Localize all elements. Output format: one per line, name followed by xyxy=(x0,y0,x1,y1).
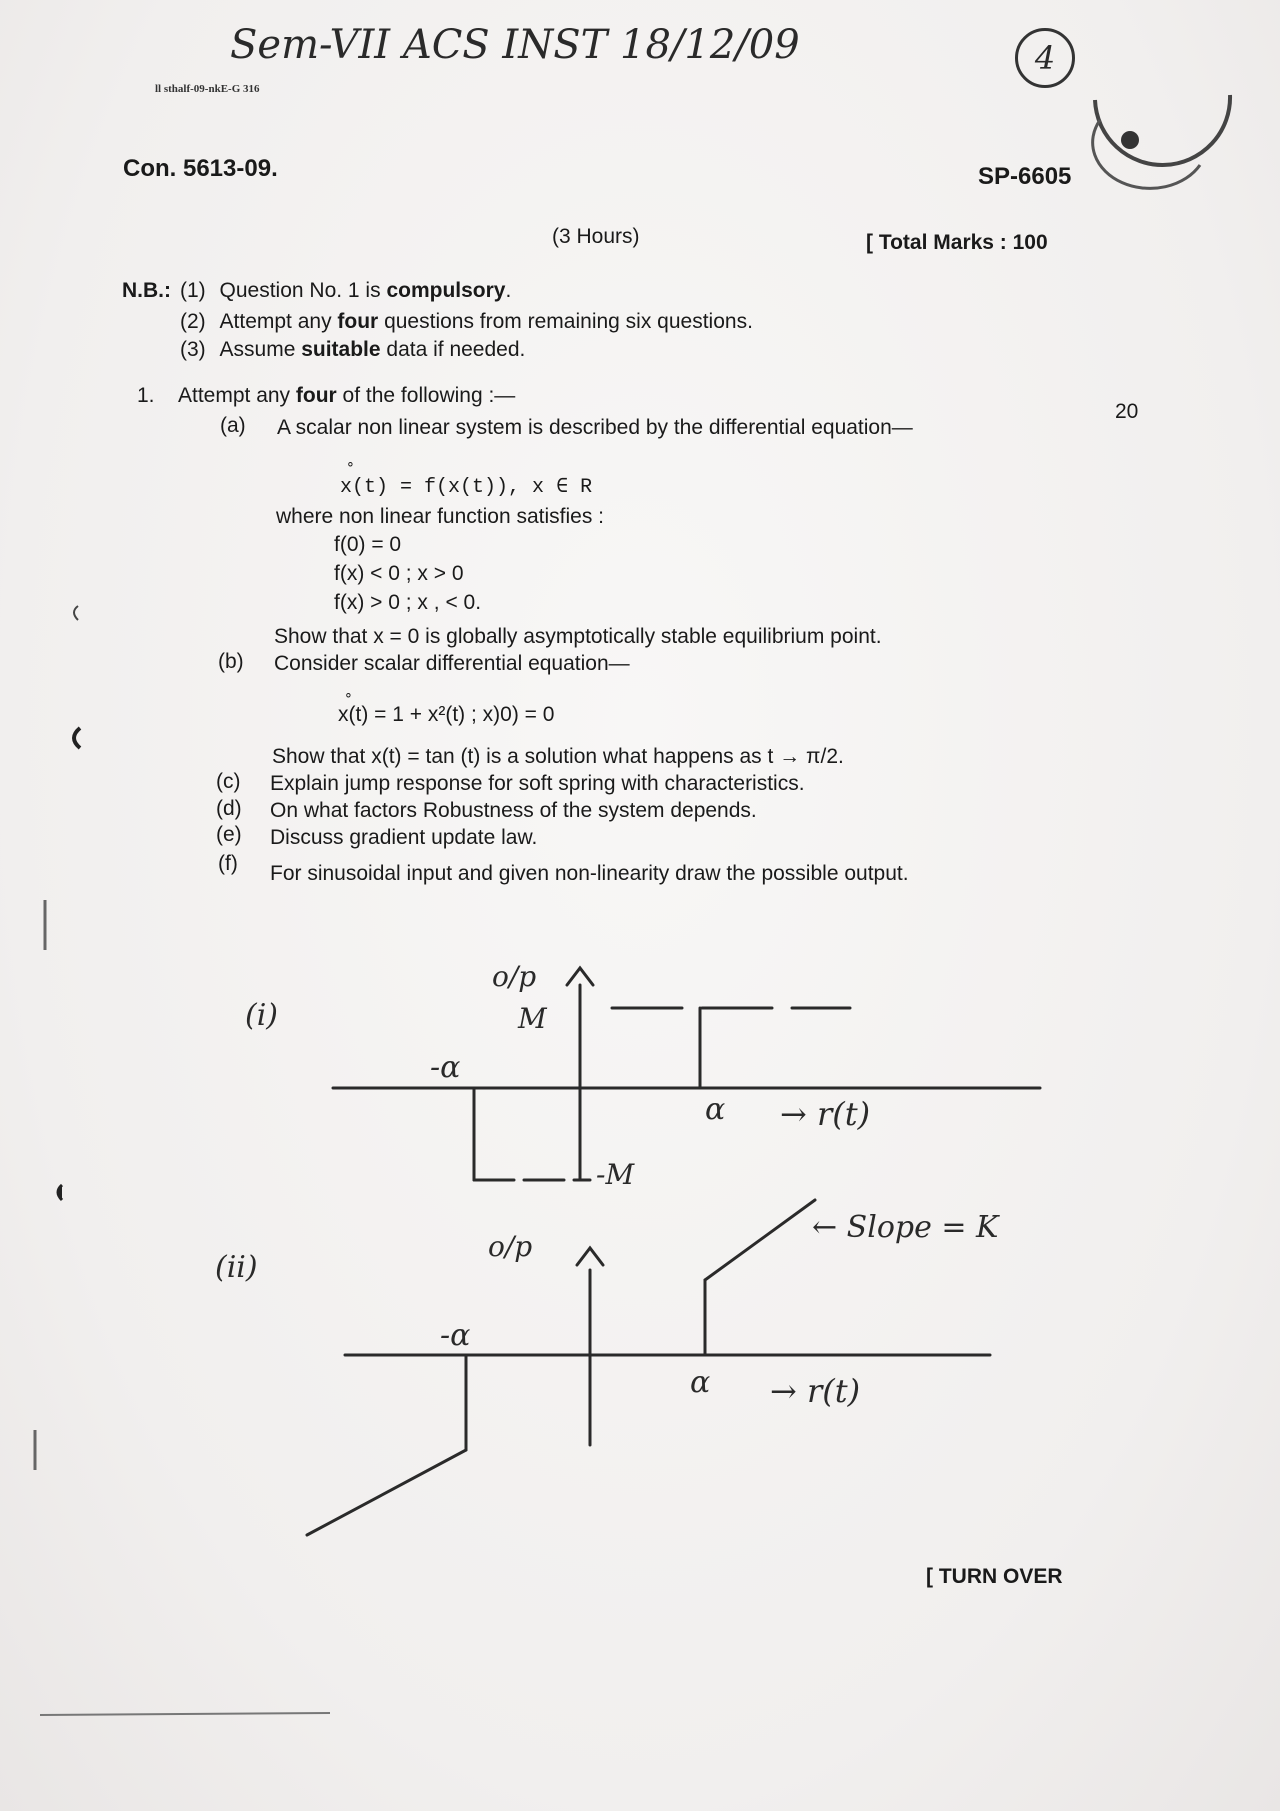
q1a-where: where non linear function satisfies : xyxy=(276,505,605,528)
q1a-cond-1: f(0) = 0 xyxy=(334,533,402,556)
nb-item-1-num: (1) xyxy=(180,279,206,302)
q1c-label: (c) xyxy=(216,770,241,793)
print-code: ll sthalf-09-nkE-G 316 xyxy=(155,83,260,95)
sketch1-ylabel: o/p xyxy=(492,960,537,993)
q1-intro-post: of the following :— xyxy=(336,384,516,407)
sketch1-neg-alpha: -α xyxy=(430,1050,461,1085)
sketch2-label: (ii) xyxy=(215,1250,258,1285)
sketch1-m-neg: -M xyxy=(596,1158,635,1191)
nb-item-1-pre: Question No. 1 is xyxy=(219,279,387,302)
q1b-text: Consider scalar differential equation— xyxy=(274,652,630,675)
sketch1-label: (i) xyxy=(245,998,279,1033)
nb-item-3-num: (3) xyxy=(180,338,206,361)
total-marks: [ Total Marks : 100 xyxy=(866,231,1048,254)
q1e-text: Discuss gradient update law. xyxy=(270,826,538,849)
q1-number: 1. xyxy=(137,384,155,407)
q1a-cond-3: f(x) > 0 ; x , < 0. xyxy=(334,591,482,614)
q1b-label: (b) xyxy=(218,650,244,673)
sketch2-slope-label: ← Slope = K xyxy=(812,1210,999,1245)
nb-item-2-bold: four xyxy=(337,310,379,333)
nb-item-1-post: . xyxy=(505,279,512,302)
q1a-text: A scalar non linear system is described by the differential equation— xyxy=(277,416,913,439)
q1a-equation: x(t) = f(x(t)), x ∈ R xyxy=(340,476,593,499)
q1f-label: (f) xyxy=(218,852,238,875)
q1d-label: (d) xyxy=(216,797,242,820)
nb-item-2-post: questions from remaining six questions. xyxy=(378,310,753,333)
nb-item-2-num: (2) xyxy=(180,310,206,333)
q1a-label: (a) xyxy=(220,414,246,437)
sketch1-pos-alpha: α xyxy=(705,1092,726,1127)
handwritten-circle-number: 4 xyxy=(1015,28,1075,88)
nb-item-3-post: data if needed. xyxy=(380,338,526,361)
nb-item-1-bold: compulsory xyxy=(386,279,506,302)
q1c-text: Explain jump response for soft spring with characteristics. xyxy=(270,772,805,795)
q1-intro-bold: four xyxy=(295,384,337,407)
q1f-text: For sinusoidal input and given non-linearity draw the possible output. xyxy=(270,862,909,885)
sketch1-xlabel: → r(t) xyxy=(780,1095,871,1133)
con-number: Con. 5613-09. xyxy=(123,155,278,182)
sketch2-ylabel: o/p xyxy=(488,1230,533,1263)
q1a-dot-mark: ∘ xyxy=(346,455,355,471)
sketch1-m-pos: M xyxy=(518,1002,547,1035)
nb-item-3-pre: Assume xyxy=(219,338,302,361)
q1-marks: 20 xyxy=(1115,400,1139,423)
nb-item-2-pre: Attempt any xyxy=(219,310,338,333)
q1b-dot-mark: ∘ xyxy=(344,686,353,702)
sketch2-pos-alpha: α xyxy=(690,1365,711,1400)
q1b-equation: x(t) = 1 + x²(t) ; x)0) = 0 xyxy=(338,703,555,726)
sketch2-neg-alpha: -α xyxy=(440,1318,471,1353)
turn-over: [ TURN OVER xyxy=(926,1565,1063,1588)
duration: (3 Hours) xyxy=(552,225,640,248)
nb-item-3-bold: suitable xyxy=(301,338,381,361)
q1d-text: On what factors Robustness of the system depends. xyxy=(270,799,757,822)
q1e-label: (e) xyxy=(216,823,242,846)
q1b-show: Show that x(t) = tan (t) is a solution what happens as t → π/2. xyxy=(272,745,844,768)
q1a-cond-2: f(x) < 0 ; x > 0 xyxy=(334,562,464,585)
nb-label: N.B.: xyxy=(122,279,171,302)
q1-intro-pre: Attempt any xyxy=(178,384,296,407)
paper-code: SP-6605 xyxy=(978,163,1072,190)
q1a-show: Show that x = 0 is globally asymptotically stable equilibrium point. xyxy=(274,625,882,648)
sketch2-xlabel: → r(t) xyxy=(770,1372,861,1410)
handwritten-header: Sem-VII ACS INST 18/12/09 xyxy=(230,22,800,68)
